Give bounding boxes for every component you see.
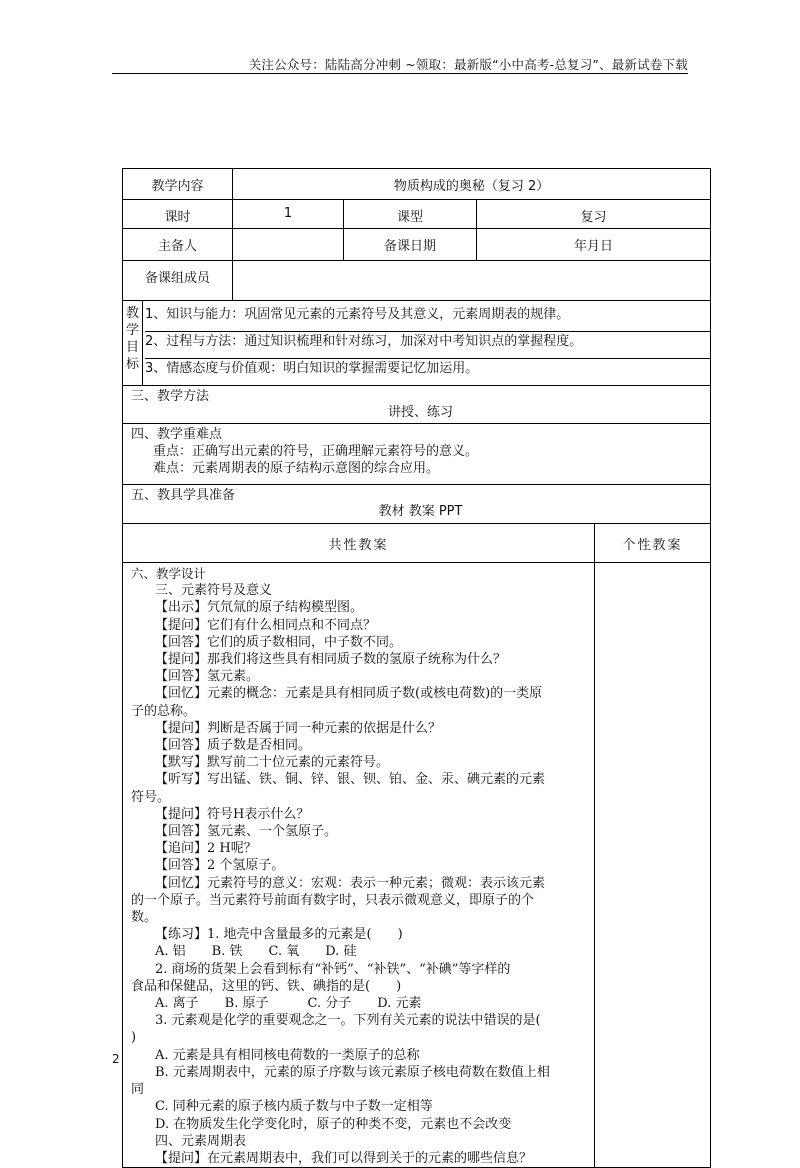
design-line: ) [131,1030,137,1046]
design-line: 数。 [131,910,158,926]
design-line: 【出示】氕氘氚的原子结构模型图。 [155,600,364,616]
goals-label: 教 学 目 标 [123,301,143,386]
members-value [233,261,711,301]
design-line: 同 [131,1082,145,1098]
key-title: 四、教学重难点 [131,427,223,442]
design-line: 【提问】判断是否属于同一种元素的依据是什么？ [155,720,442,736]
content-value: 物质构成的奥秘（复习 2） [233,169,711,200]
method-section [123,386,711,424]
design-line: D. 在物质发生化学变化时，原子的种类不变，元素也不会改变 [155,1116,512,1132]
method-value: 讲授、练习 [388,405,454,420]
members-label: 备课组成员 [123,261,233,301]
design-line: 【回答】氢元素、一个氢原子。 [155,824,338,840]
key-point: 重点：正确写出元素的符号，正确理解元素符号的意义。 [153,444,479,459]
personal-plan-body [595,563,711,1168]
design-line: 【练习】1. 地壳中含量最多的元素是( ) [155,927,403,943]
design-line: 符号。 [131,789,171,805]
design-line: A. 铝 B. 铁 C. 氧 D. 硅 [155,944,357,960]
design-line: 【回忆】元素的概念：元素是具有相同质子数(或核电荷数)的一类原 [155,686,543,702]
date-value: 年月日 [477,229,711,261]
design-line: 【回答】质子数是否相同。 [155,738,312,754]
design-line: 【回答】氢元素。 [155,669,260,685]
teaching-design [123,563,595,1168]
content-label: 教学内容 [123,169,233,200]
design-line: 【回答】它们的质子数相同，中子数不同。 [155,634,403,650]
type-label: 课型 [344,200,477,229]
design-line: 【提问】符号H表示什么？ [155,806,310,822]
goal-attitude: 3、情感态度与价值观：明白知识的掌握需要记忆加运用。 [145,361,479,376]
date-label: 备课日期 [344,229,477,261]
personal-plan-header: 个性教案 [595,524,711,563]
tools-title: 五、教具学具准备 [131,488,236,503]
lesson-plan-table [122,168,711,1168]
design-line: 【听写】写出锰、铁、铜、锌、银、钡、铂、金、汞、碘元素的元素 [155,772,546,788]
goal-process: 2、过程与方法：通过知识梳理和针对练习，加深对中考知识点的掌握程度。 [145,332,710,359]
design-line: 四、元素周期表 [155,1133,247,1149]
tools-value: 教材 教案 PPT [378,504,463,519]
design-line: B. 元素周期表中，元素的原子序数与该元素原子核电荷数在数值上相 [155,1064,550,1080]
design-line: 子的总称。 [131,703,197,719]
header-divider [112,73,688,74]
page-header-text: 关注公众号：陆陆高分冲刺 ~领取：最新版“小中高考-总复习”、最新试卷下载 [248,57,688,72]
design-line: A. 元素是具有相同核电荷数的一类原子的总称 [155,1047,420,1063]
difficult-point: 难点：元素周期表的原子结构示意图的综合应用。 [153,461,440,476]
design-line: 【提问】那我们将这些具有相同质子数的氢原子统称为什么？ [155,652,507,668]
design-line: C. 同种元素的原子核内质子数与中子数一定相等 [155,1099,433,1115]
common-plan-header: 共性教案 [123,524,595,563]
design-line: 【默写】默写前二十位元素的元素符号。 [155,755,390,771]
design-line: 的一个原子。当元素符号前面有数字时，只表示微观意义，即原子的个 [131,892,535,908]
design-line: 三、元素符号及意义 [155,583,273,599]
page-number: 2 [112,1052,120,1066]
design-line: 【回忆】元素符号的意义：宏观：表示一种元素；微观：表示该元素 [155,875,546,891]
goal-knowledge: 1、知识与能力：巩固常见元素的元素符号及其意义，元素周期表的规律。 [145,305,710,332]
preparer-label: 主备人 [123,229,233,261]
design-line: 【追问】2 H呢？ [155,841,257,857]
design-line: 【提问】它们有什么相同点和不同点？ [155,617,377,633]
design-line: 3. 元素观是化学的重要观念之一。下列有关元素的说法中错误的是( [155,1013,541,1029]
method-title: 三、教学方法 [131,389,210,404]
design-line: 【提问】在元素周期表中，我们可以得到关于的元素的哪些信息？ [155,1150,533,1166]
type-value: 复习 [477,200,711,229]
goals-list [143,301,711,386]
design-line: 2. 商场的货架上会看到标有“补钙”、“补铁”、“补碘”等字样的 [155,961,511,977]
period-label: 课时 [123,200,233,229]
key-section [123,424,711,485]
tools-section [123,485,711,524]
design-line: A. 离子 B. 原子 C. 分子 D. 元素 [155,996,422,1012]
period-value: 1 [233,200,344,229]
design-line: 【回答】2 个氢原子。 [155,858,285,874]
design-line: 食品和保健品，这里的钙、铁、碘指的是( ) [131,978,402,994]
design-title: 六、教学设计 [131,566,207,581]
preparer-value [233,229,344,261]
